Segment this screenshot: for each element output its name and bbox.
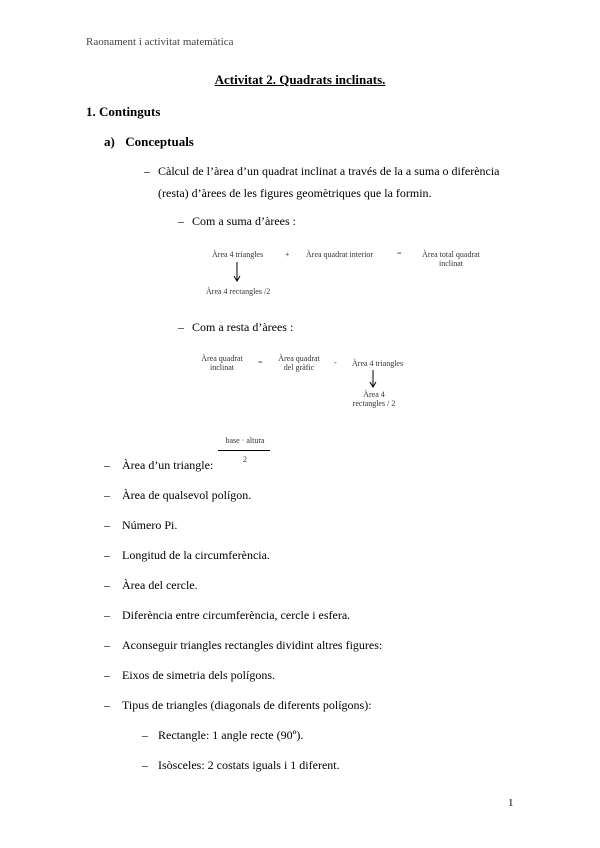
list-item: – Àrea de qualsevol polígon. [104,488,252,502]
resta-term-3: Àrea 4 triangles [352,359,404,368]
suma-result-line-2: inclinat [439,259,463,268]
running-header: Raonament i activitat matemàtica [86,36,234,48]
resta-op-1: = [258,358,263,367]
suma-result-line-1: Àrea total quadrat [422,250,480,259]
resta-arrow-note-line-1: Àrea 4 [363,390,385,399]
suma-result [416,250,486,268]
resta-dash: – [178,320,184,334]
resta-term-2-line-1: Àrea quadrat [278,354,320,363]
resta-op-2: - [334,358,337,367]
suma-term-1: Àrea 4 triangles [212,250,264,259]
resta-term-2 [272,354,326,372]
sub-list-item: – Isòsceles: 2 costats iguals i 1 diferent. [142,758,340,772]
list-item: – Tipus de triangles (diagonals de diferents polígons): [104,698,372,712]
intro-dash: – [144,164,150,178]
intro-line-2: (resta) d’àrees de les figures geomètriques que la formin. [158,186,432,200]
formula-denominator: 2 [243,455,247,464]
page-title: Activitat 2. Quadrats inclinats. [214,72,386,87]
list-item: – Aconseguir triangles rectangles dividint altres figures: [104,638,383,652]
resta-label: Com a resta d’àrees : [192,320,294,334]
suma-down-arrow-icon [232,262,242,284]
list-item: – Àrea d’un triangle: [104,458,214,472]
formula-fraction-bar [218,450,270,451]
suma-arrow-note: Àrea 4 rectangles /2 [206,287,271,296]
page-number: 1 [508,797,514,809]
list-item: – Eixos de simetria dels polígons. [104,668,275,682]
list-item: – Diferència entre circumferència, cercle i esfera. [104,608,351,622]
suma-term-2: Àrea quadrat interior [306,250,374,259]
resta-arrow-note [346,390,402,408]
sub-list-item: – Rectangle: 1 angle recte (90º). [142,728,304,742]
section-heading: 1. Continguts [86,104,161,119]
suma-dash: – [178,214,184,228]
subsection-heading [104,134,194,150]
subsection-label: a) [104,134,115,149]
list-item: – Àrea del cercle. [104,578,198,592]
suma-label: Com a suma d’àrees : [192,214,296,228]
resta-term-1-line-1: Àrea quadrat [201,354,243,363]
suma-op-2: = [397,249,402,258]
formula-numerator: base · altura [225,436,265,445]
resta-arrow-note-line-2: rectangles / 2 [352,399,396,408]
resta-term-1-line-2: inclinat [210,363,234,372]
suma-op-1: + [285,250,290,259]
resta-term-2-line-2: del gràfic [283,363,315,372]
intro-line-1: Càlcul de l’àrea d’un quadrat inclinat a través de la a suma o diferència [158,164,500,178]
resta-down-arrow-icon [368,370,378,390]
list-item: – Número Pi. [104,518,178,532]
resta-term-1 [196,354,248,372]
subsection-title: Conceptuals [125,134,194,149]
list-item: – Longitud de la circumferència. [104,548,270,562]
